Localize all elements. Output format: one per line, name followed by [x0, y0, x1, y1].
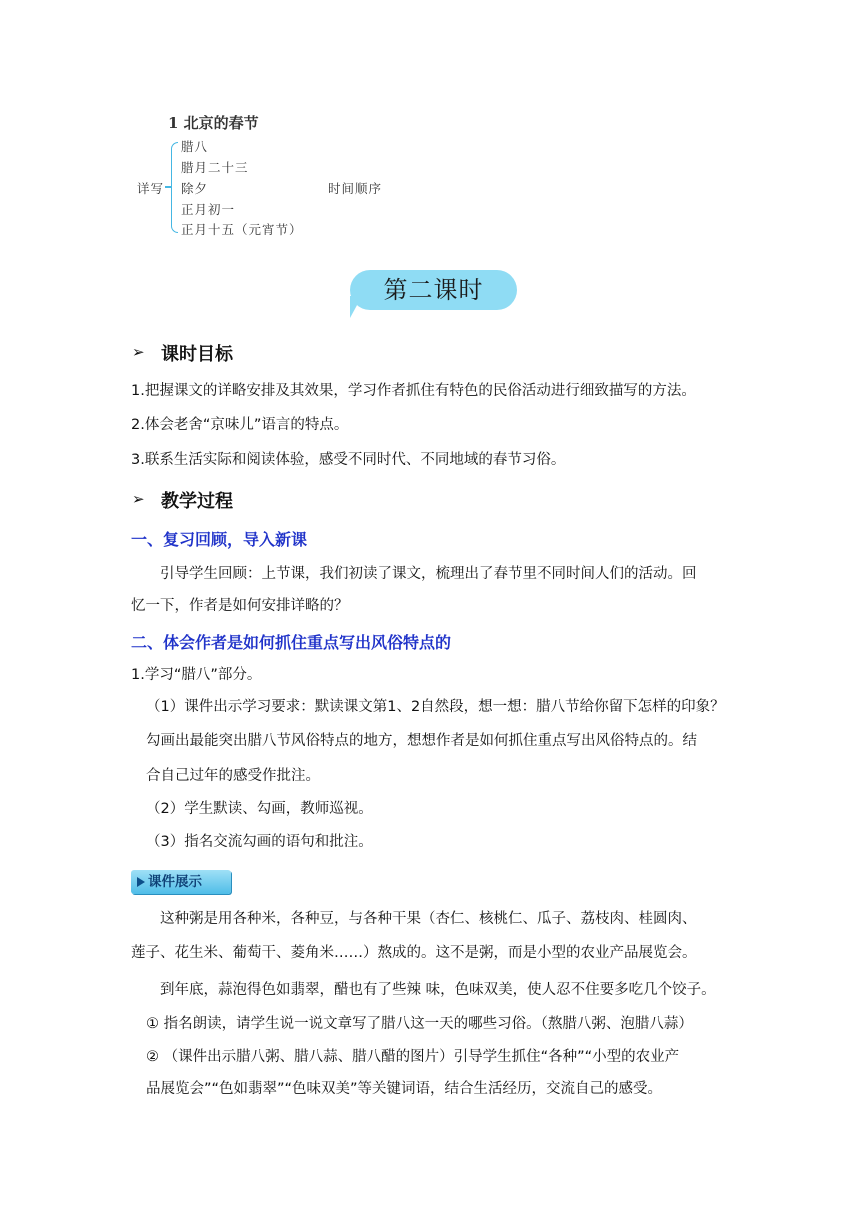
part1-title: 一、复习回顾，导入新课: [131, 530, 308, 549]
courseware-badge-label: 课件展示: [148, 874, 202, 890]
part2-sub-line: 合自己过年的感受作批注。: [146, 768, 320, 784]
activity-line: ② （课件出示腊八粥、腊八蒜、腊八醋的图片）引导学生抓住“各种”“小型的农业产: [146, 1049, 680, 1065]
board-item: 腊月二十三: [181, 160, 249, 175]
part1-line: 引导学生回顾：上节课，我们初读了课文，梳理出了春节里不同时间人们的活动。回: [160, 566, 697, 582]
activity-line: 品展览会”“色如翡翠”“色味双美”等关键词语，结合生活经历，交流自己的感受。: [146, 1081, 663, 1097]
activity-line: ① 指名朗读，请学生说一说文章写了腊八这一天的哪些习俗。（熬腊八粥、泡腊八蒜）: [146, 1016, 693, 1032]
board-left-label: 详写: [137, 181, 165, 196]
play-triangle-icon: [137, 877, 145, 887]
arrow-bullet-icon: ➢: [132, 490, 145, 508]
board-brace: [171, 142, 178, 233]
goal-item: 2.体会老舍“京味儿”语言的特点。: [131, 417, 349, 433]
quote-line: 这种粥是用各种米，各种豆，与各种干果（杏仁、核桃仁、瓜子、荔枝肉、桂圆肉、: [160, 911, 697, 927]
goal-item: 3.联系生活实际和阅读体验，感受不同时代、不同地域的春节习俗。: [131, 452, 566, 468]
part2-title: 二、体会作者是如何抓住重点写出风俗特点的: [131, 633, 452, 652]
lesson-banner-label: 第二课时: [383, 276, 484, 304]
quote-line: 到年底，蒜泡得色如翡翠，醋也有了些辣 味，色味双美，使人忍不住要多吃几个饺子。: [160, 982, 716, 998]
board-item: 除夕: [181, 181, 209, 196]
arrow-bullet-icon: ➢: [132, 343, 145, 361]
goals-heading: 课时目标: [161, 344, 233, 365]
quote-line: 莲子、花生米、葡萄干、菱角米……）熬成的。这不是粥，而是小型的农业产品展览会。: [131, 945, 697, 961]
board-item: 正月十五（元宵节）: [181, 222, 303, 237]
board-right-label: 时间顺序: [328, 181, 383, 196]
process-heading: 教学过程: [161, 491, 233, 512]
part2-step: 1.学习“腊八”部分。: [131, 667, 262, 683]
courseware-badge: [131, 870, 231, 894]
board-brace-tip: [165, 186, 171, 188]
board-title: 1 北京的春节: [168, 114, 259, 132]
part1-line: 忆一下，作者是如何安排详略的？: [131, 598, 349, 614]
board-item: 腊八: [181, 139, 209, 154]
part2-sub-line: （2）学生默读、勾画，教师巡视。: [146, 801, 373, 817]
part2-sub-line: （3）指名交流勾画的语句和批注。: [146, 834, 373, 850]
board-item: 正月初一: [181, 202, 236, 217]
part2-sub-line: （1）课件出示学习要求：默读课文第1、2自然段，想一想：腊八节给你留下怎样的印象？: [146, 699, 725, 715]
goal-item: 1.把握课文的详略安排及其效果，学习作者抓住有特色的民俗活动进行细致描写的方法。: [131, 383, 696, 399]
part2-sub-line: 勾画出最能突出腊八节风俗特点的地方，想想作者是如何抓住重点写出风俗特点的。结: [146, 733, 697, 749]
